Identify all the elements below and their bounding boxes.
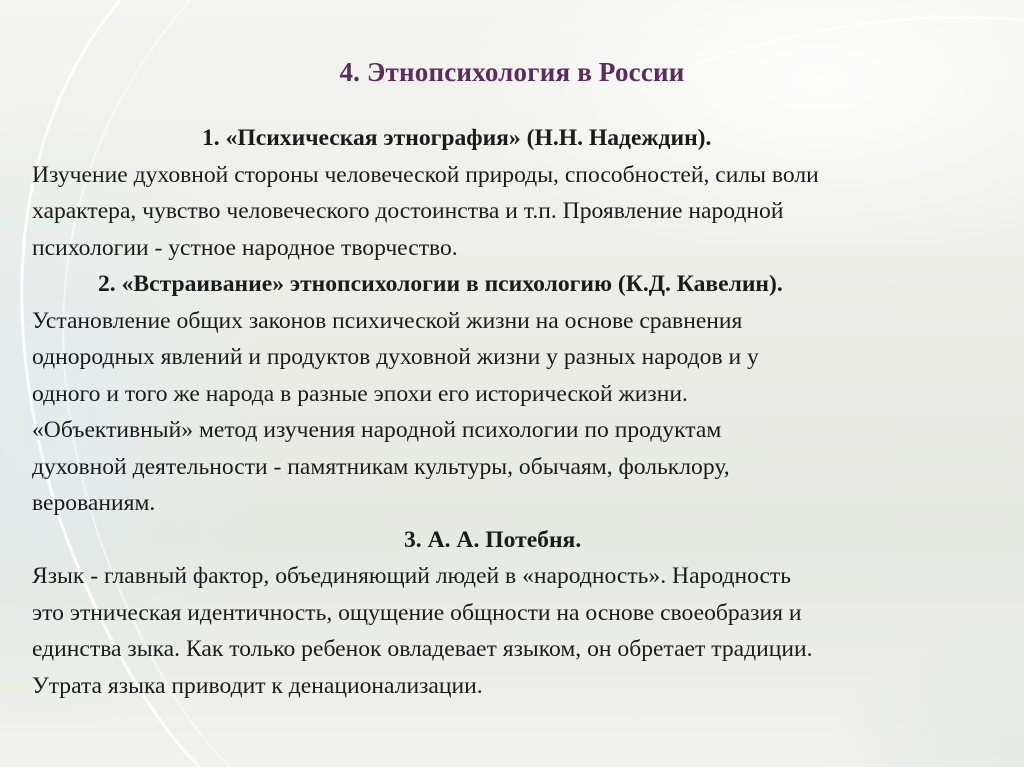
section-2-line: духовной деятельности - памятникам культуры, обычаям, фольклору, bbox=[32, 453, 730, 480]
section-2-line: однородных явлений и продуктов духовной жизни у разных народов и у bbox=[32, 344, 759, 370]
section-2-line: верованиям. bbox=[32, 490, 156, 516]
section-1-heading: 1. «Психическая этнография» (Н.Н. Надеждин). bbox=[202, 125, 712, 151]
slide-title: 4. Этнопсихология в России bbox=[339, 57, 685, 87]
section-2-heading: 2. «Встраивание» этнопсихологии в психологию (К.Д. Кавелин). bbox=[98, 271, 783, 297]
section-3-line: это этническая идентичность, ощущение общности на основе своеобразия и bbox=[32, 599, 802, 626]
section-3-line: единства зыка. Как только ребенок овладевает языком, он обретает традиции. bbox=[32, 636, 813, 662]
section-1-line: психологии - устное народное творчество. bbox=[32, 234, 458, 261]
section-3-heading: 3. А. А. Потебня. bbox=[404, 526, 582, 553]
slide-body bbox=[32, 120, 1002, 704]
section-2-line: одного и того же народа в разные эпохи его исторической жизни. bbox=[32, 380, 688, 407]
section-2-line: «Объективный» метод изучения народной психологии по продуктам bbox=[32, 417, 722, 443]
section-2-line: Установление общих законов психической жизни на основе сравнения bbox=[32, 307, 743, 334]
section-1-line: характера, чувство человеческого достоинства и т.п. Проявление народной bbox=[32, 198, 784, 224]
section-1-line: Изучение духовной стороны человеческой природы, способностей, силы воли bbox=[32, 161, 819, 188]
section-3-line: Язык - главный фактор, объединяющий людей в «народность». Народность bbox=[32, 563, 792, 589]
section-3-line: Утрата языка приводит к денационализации. bbox=[32, 672, 483, 699]
